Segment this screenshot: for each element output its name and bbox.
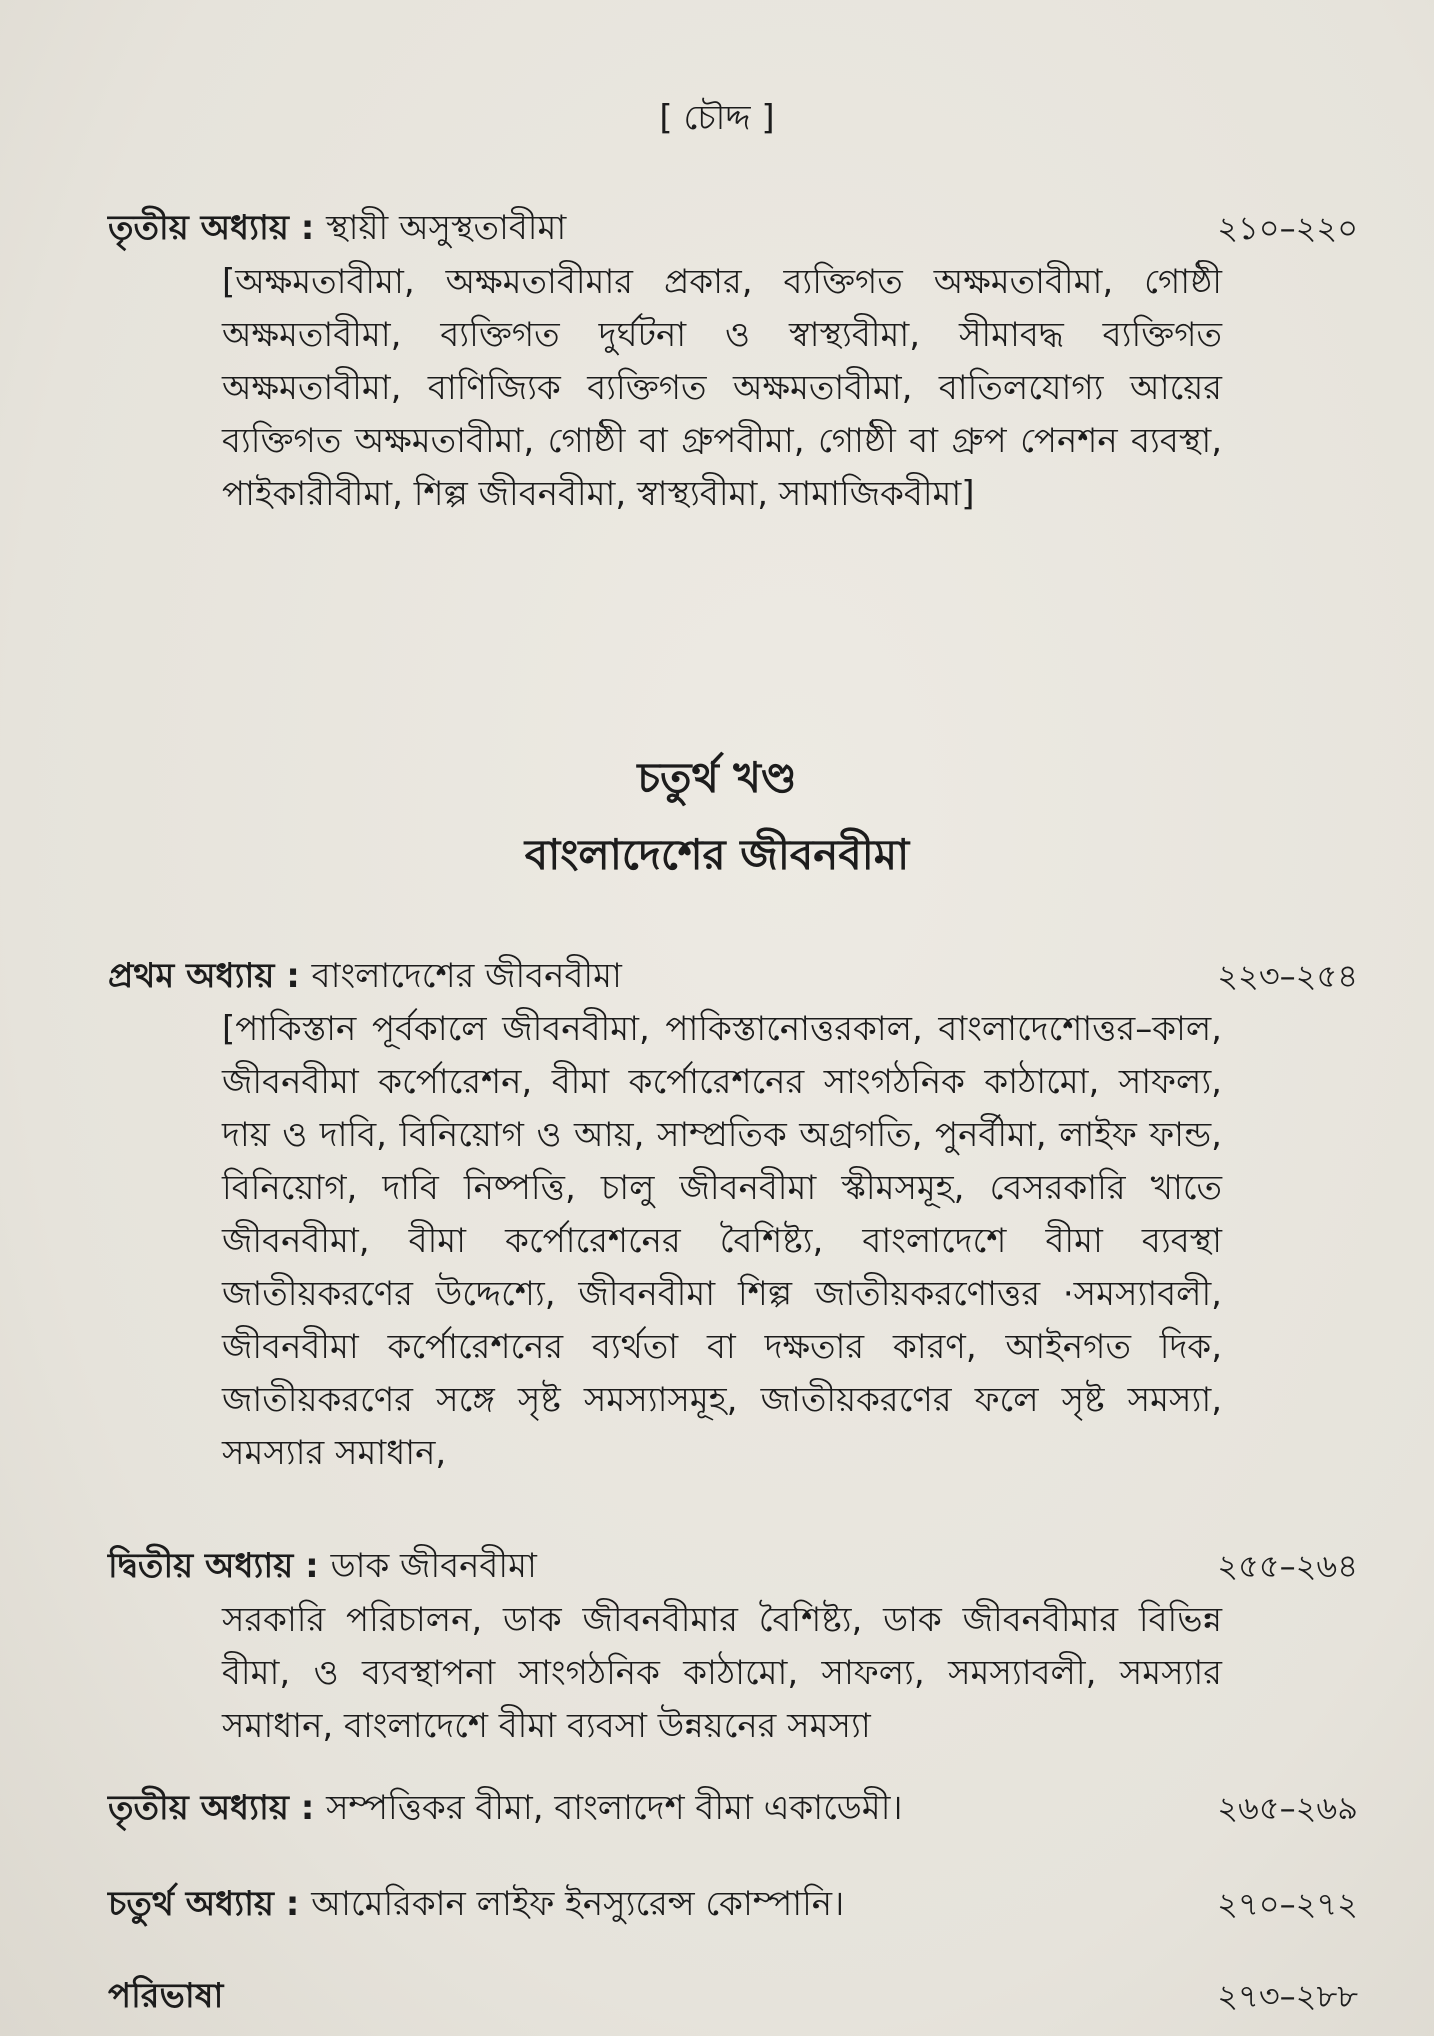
chapter-label: চতুর্থ অধ্যায় — [108, 1884, 274, 1924]
entry-title — [108, 1540, 537, 1597]
page-number: [ চৌদ্দ ] — [659, 98, 775, 138]
chapter-topics: [পাকিস্তান পূর্বকালে জীবনবীমা, পাকিস্তানোত্তরকাল, বাংলাদেশোত্তর–কাল, জীবনবীমা কর্পোরেশন, বীমা কর্পোরেশনের সাংগঠনিক কাঠামো, সাফল্য, দায় ও দাবি, বিনিয়োগ ও আয়, সাম্প্রতিক অগ্রগতি, পুনর্বীমা, লাইফ ফান্ড, বিনিয়োগ, দাবি নিষ্পত্তি, চালু জীবনবীমা স্কীমসমূহ, বেসরকারি খাতে জীবনবীমা, বীমা কর্পোরেশনের বৈশিষ্ট্য, বাংলাদেশে বীমা ব্যবস্থা জাতীয়করণের উদ্দেশ্যে, জীবনবীমা শিল্প জাতীয়করণোত্তর ·সমস্যাবলী, জীবনবীমা কর্পোরেশনের ব্যর্থতা বা দক্ষতার কারণ, আইনগত দিক, জাতীয়করণের সঙ্গে সৃষ্ট সমস্যাসমূহ, জাতীয়করণের ফলে সৃষ্ট সমস্যা, সমস্যার সমাধান, — [222, 1009, 1222, 1473]
entry-title — [108, 202, 566, 259]
page-range: ২২৩–২৫৪ — [1217, 957, 1358, 995]
page-range: ২৫৫–২৬৪ — [1217, 1547, 1358, 1585]
chapter-label: তৃতীয় অধ্যায় — [108, 1788, 289, 1828]
page-range: ২১০–২২০ — [1217, 209, 1358, 247]
chapter-subject: স্থায়ী অসুস্থতাবীমা — [326, 208, 567, 248]
chapter-subject: বাংলাদেশের জীবনবীমা — [311, 956, 622, 996]
chapter-topics: [অক্ষমতাবীমা, অক্ষমতাবীমার প্রকার, ব্যক্তিগত অক্ষমতাবীমা, গোষ্ঠী অক্ষমতাবীমা, ব্যক্তিগত দুর্ঘটনা ও স্বাস্থ্যবীমা, সীমাবদ্ধ ব্যক্তিগত অক্ষমতাবীমা, বাণিজ্যিক ব্যক্তিগত অক্ষমতাবীমা, বাতিলযোগ্য আয়ের ব্যক্তিগত অক্ষমতাবীমা, গোষ্ঠী বা গ্রুপবীমা, গোষ্ঠী বা গ্রুপ পেনশন ব্যবস্থা, পাইকারীবীমা, শিল্প জীবনবীমা, স্বাস্থ্যবীমা, সামাজিকবীমা] — [222, 262, 1222, 514]
chapter-subject: সম্পত্তিকর বীমা, বাংলাদেশ বীমা একাডেমী। — [326, 1788, 903, 1828]
entry-title — [108, 950, 622, 1007]
chapter-label: তৃতীয় অধ্যায় — [108, 208, 289, 248]
glossary-label: পরিভাষা — [108, 1976, 224, 2016]
entry-title — [108, 1878, 844, 1935]
page-range: ২৭০–২৭২ — [1217, 1885, 1358, 1923]
entry-title — [108, 1782, 903, 1839]
part-title: চতুর্থ খণ্ড — [637, 753, 797, 802]
toc-entry-property-insurance — [108, 1782, 1358, 1839]
toc-entry-postal-life-insurance — [108, 1540, 1358, 1597]
chapter-subject: আমেরিকান লাইফ ইনস্যুরেন্স কোম্পানি। — [311, 1884, 845, 1924]
toc-entry-permanent-disability — [108, 202, 1358, 259]
page-range: ২৬৫–২৬৯ — [1217, 1789, 1358, 1827]
chapter-separator: : — [273, 1884, 312, 1924]
chapter-separator: : — [288, 208, 327, 248]
chapter-separator: : — [293, 1546, 331, 1586]
toc-entry-bangladesh-life-insurance — [108, 950, 1358, 1007]
chapter-label: দ্বিতীয় অধ্যায় — [108, 1546, 294, 1586]
toc-entry-glossary — [108, 1970, 1358, 2027]
part-subtitle: বাংলাদেশের জীবনবীমা — [524, 830, 910, 879]
chapter-topics: সরকারি পরিচালন, ডাক জীবনবীমার বৈশিষ্ট্য, ডাক জীবনবীমার বিভিন্ন বীমা, ও ব্যবস্থাপনা সাংগঠনিক কাঠামো, সাফল্য, সমস্যাবলী, সমস্যার সমাধান, বাংলাদেশে বীমা ব্যবসা উন্নয়নের সমস্যা — [222, 1600, 1222, 1746]
chapter-subject: ডাক জীবনবীমা — [330, 1546, 537, 1586]
page-range: ২৭৩–২৮৮ — [1217, 1977, 1358, 2015]
chapter-label: প্রথম অধ্যায় — [108, 956, 275, 996]
toc-entry-alico — [108, 1878, 1358, 1935]
chapter-separator: : — [288, 1788, 327, 1828]
chapter-separator: : — [274, 956, 312, 996]
